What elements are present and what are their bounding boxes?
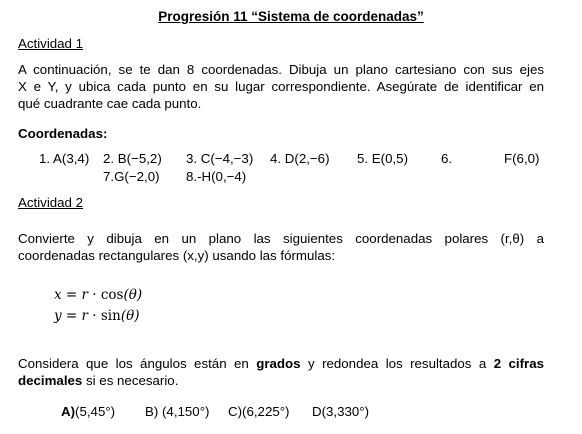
- formula-x-arg: (θ): [123, 287, 143, 303]
- instructions-line-2: X e Y, y ubica cada punto en su lugar correspondiente. Asegúrate de identificar en: [18, 79, 544, 94]
- note-text-2: y redondea los resultados a: [300, 356, 494, 371]
- formula-y-arg: (θ): [120, 308, 140, 324]
- note-text-3: si es necesario.: [82, 373, 179, 388]
- degrees-note-line-1: [18, 355, 544, 372]
- formula-y-lhs: y = r ·: [54, 308, 101, 324]
- actividad-1-heading: Actividad 1: [18, 36, 84, 51]
- formula-y: [54, 308, 139, 324]
- coordinate-b: 2. B(−5,2): [103, 151, 162, 166]
- coordinate-h: 8.-H(0,−4): [186, 169, 247, 184]
- polar-point-a: [61, 404, 115, 419]
- degrees-note: [18, 355, 544, 389]
- formula-y-sin: sin: [100, 308, 121, 324]
- formula-x-cos: cos: [100, 287, 124, 303]
- note-bold-grados: grados: [256, 356, 301, 371]
- coordinate-a: 1. A(3,4): [39, 151, 90, 166]
- note-bold-cifras: 2 cifras: [493, 356, 545, 371]
- coordinate-d: 4. D(2,−6): [270, 151, 330, 166]
- actividad-2-line-1: Convierte y dibuja en un plano las siguientes coordenadas polares (r,θ) a: [18, 231, 544, 246]
- polar-point-a-value: (5,45°): [75, 404, 116, 419]
- coordinates-label: Coordenadas:: [18, 126, 108, 141]
- actividad-2-heading: Actividad 2: [18, 195, 84, 210]
- actividad-2-line-2: coordenadas rectangulares (x,y) usando las fórmulas:: [18, 248, 336, 263]
- polar-point-b: B) (4,150°): [145, 404, 210, 419]
- actividad-2-instructions: [18, 230, 544, 264]
- polar-point-d: D(3,330°): [312, 404, 370, 419]
- coordinate-f: F(6,0): [504, 151, 540, 166]
- page-title: Progresión 11 “Sistema de coordenadas”: [158, 9, 424, 24]
- coordinate-g: 7.G(−2,0): [103, 169, 160, 184]
- actividad-1-instructions: [18, 61, 544, 112]
- formula-x-lhs: x = r ·: [54, 287, 101, 303]
- note-bold-decimales: decimales: [18, 373, 83, 388]
- polar-point-a-label: A): [61, 404, 76, 419]
- coordinate-e: 5. E(0,5): [357, 151, 408, 166]
- instructions-line-3: qué cuadrante cae cada punto.: [18, 96, 202, 111]
- instructions-line-1: A continuación, se te dan 8 coordenadas. Dibuja un plano cartesiano con sus ejes: [18, 62, 544, 77]
- formula-x: [54, 287, 142, 303]
- polar-point-c: C)(6,225°): [228, 404, 290, 419]
- note-text-1: Considera que los ángulos están en: [18, 356, 257, 371]
- coordinate-f-number: 6.: [441, 151, 453, 166]
- degrees-note-line-2: [18, 372, 544, 389]
- coordinate-c: 3. C(−4,−3): [186, 151, 254, 166]
